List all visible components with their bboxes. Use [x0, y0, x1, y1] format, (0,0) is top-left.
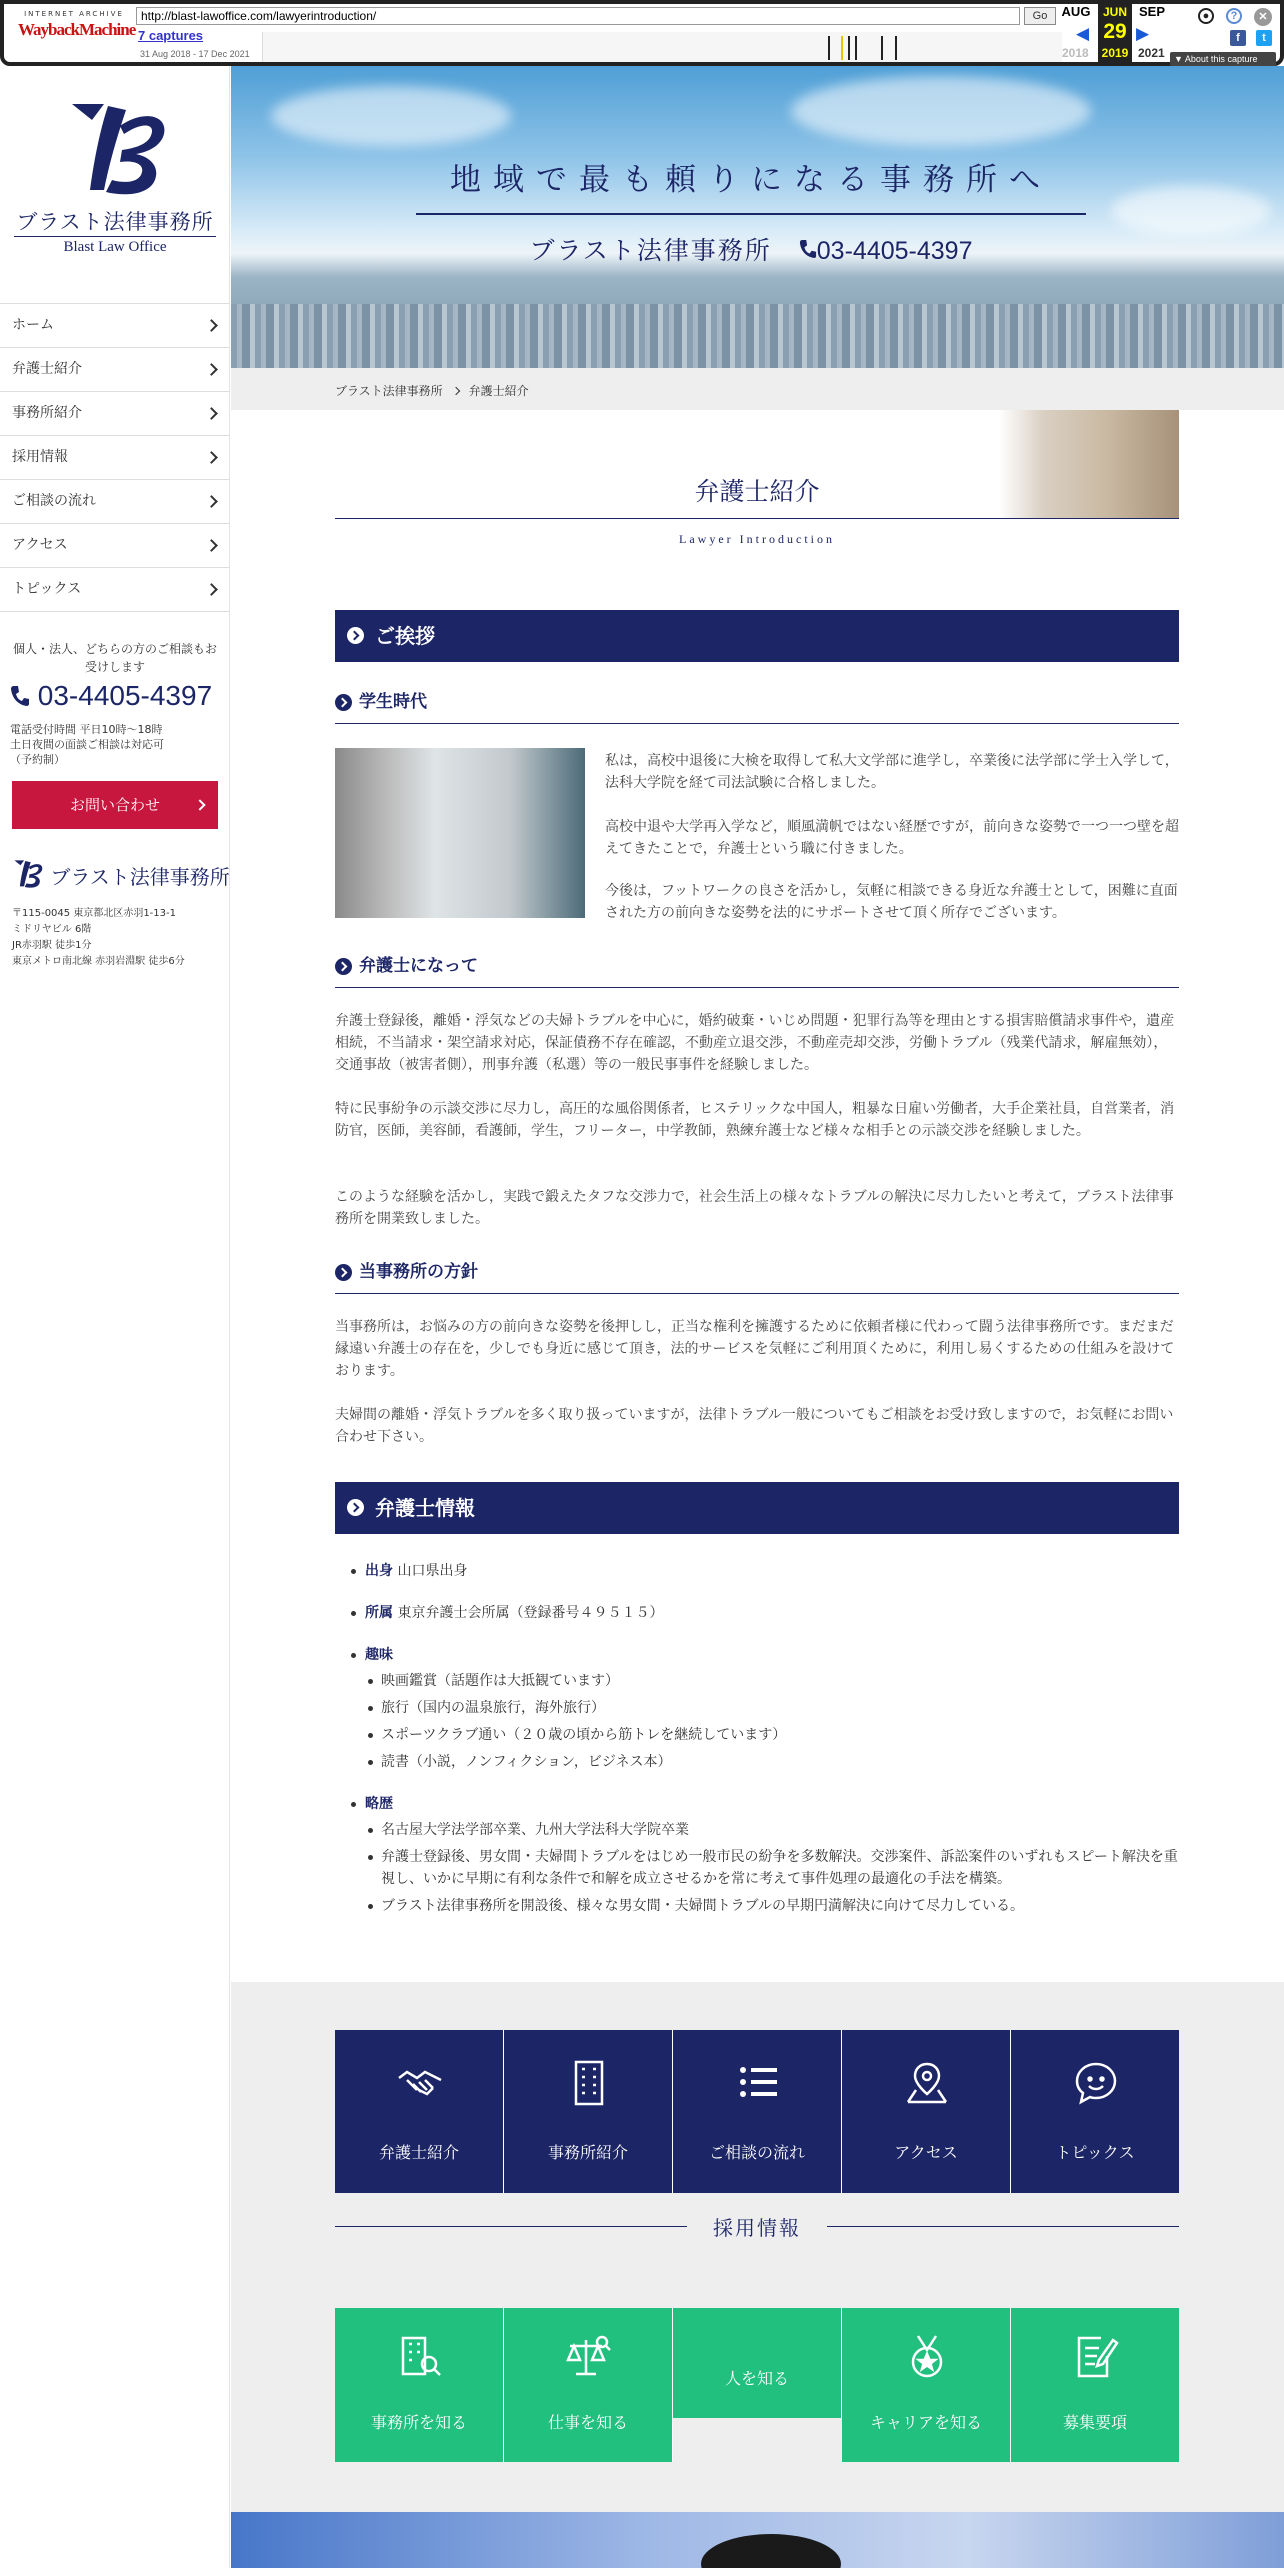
phone-icon	[799, 239, 817, 259]
footer-tile-topics[interactable]	[1011, 2030, 1179, 2193]
timeline-tick	[855, 36, 857, 60]
phone-hours-line: 電話受付時間 平日10時～18時	[10, 723, 163, 736]
breadcrumb	[335, 382, 529, 399]
sidebar-item-access[interactable]: アクセス	[0, 524, 230, 568]
sidebar-logo-small-text: ブラスト法律事務所	[50, 865, 230, 889]
document-edit-icon	[1073, 2334, 1119, 2380]
contact-button[interactable]: お問い合わせ	[12, 781, 218, 829]
wayback-toolbar	[0, 0, 1284, 66]
building-icon	[566, 2060, 612, 2106]
hobby-item: 映画鑑賞（話題作は大抵観ています）	[335, 1670, 1179, 1692]
consultation-note: 個人・法人、どちらの方のご相談もお受けします	[12, 642, 217, 674]
sidebar-item-recruit[interactable]: 採用情報	[0, 436, 230, 480]
hero-text-box	[381, 136, 1121, 276]
breadcrumb-bar	[231, 368, 1284, 410]
footer-photo-banner	[231, 2512, 1284, 2568]
info-heading-text: 弁護士情報	[375, 1496, 475, 1520]
blast-logo-icon[interactable]	[64, 100, 170, 198]
hobby-item: スポーツクラブ通い（２０歳の頃から筋トレを継続しています）	[335, 1724, 1179, 1746]
recruit-tile-people[interactable]	[673, 2308, 842, 2418]
logo-text-en: Blast Law Office	[63, 239, 167, 255]
wayback-cur-year: 2019	[1101, 46, 1129, 60]
page-title: 弁護士紹介	[694, 477, 820, 506]
help-icon[interactable]: ?	[1226, 8, 1242, 24]
info-hobby-label: 趣味	[365, 1647, 393, 1663]
lawyer-heading-text: 弁護士になって	[359, 956, 478, 976]
phone-icon	[10, 685, 30, 707]
hero-tagline: 地域で最も頼りになる事務所へ	[450, 162, 1052, 198]
recruit-title-text: 採用情報	[713, 2216, 801, 2240]
footer-tile-label: 弁護士紹介	[378, 2143, 459, 2162]
school-heading	[335, 690, 1179, 724]
hobby-item: 読書（小説，ノンフィクション，ビジネス本）	[335, 1751, 1179, 1773]
cloud-decoration	[1111, 186, 1271, 236]
timeline-tick	[848, 36, 850, 60]
footer-tile-flow[interactable]	[673, 2030, 842, 2193]
sidebar-item-home[interactable]: ホーム	[0, 304, 230, 348]
chevron-right-icon	[451, 387, 459, 395]
recruit-section-title	[335, 2212, 1179, 2242]
sidebar-phone[interactable]	[10, 680, 212, 712]
lawyer-info-list	[335, 1560, 1179, 1917]
footer-tile-label: アクセス	[894, 2143, 958, 2162]
recruit-tiles	[335, 2308, 1179, 2462]
chevron-circle-icon	[335, 958, 352, 975]
wayback-prev-year[interactable]: 2018	[1062, 46, 1089, 60]
info-bar-label: 所属	[365, 1605, 393, 1621]
info-bar-value: 東京弁護士会所属（登録番号４９５１５）	[397, 1605, 664, 1621]
wayback-logo-main: WaybackMachine	[18, 20, 136, 39]
wayback-logo[interactable]	[18, 10, 136, 48]
lawyer-paragraph-3: このような経験を活かし，実践で鍛えたタフな交渉力で，社会生活上の様々なトラブルの解決に尽力したいと考えて，ブラスト法律事務所を開業致しました。	[335, 1189, 1174, 1227]
policy-paragraph-2: 夫婦間の離婚・浮気トラブルを多く取り扱っていますが，法律トラブル一般についてもご相談をお受け致しますので，お気軽にお問い合わせ下さい。	[335, 1407, 1174, 1445]
wayback-logo-top: INTERNET ARCHIVE	[24, 10, 124, 18]
wayback-next-month[interactable]: SEP	[1138, 4, 1165, 19]
timeline-tick	[895, 36, 897, 60]
timeline-tick	[881, 36, 883, 60]
greeting-heading-text: ご挨拶	[375, 624, 435, 648]
medal-icon	[904, 2334, 950, 2380]
next-arrow-icon[interactable]: ▶	[1136, 24, 1150, 44]
info-career	[335, 1793, 1179, 1815]
recruit-tile-label: キャリアを知る	[869, 2413, 982, 2432]
footer-tile-label: 事務所紹介	[547, 2143, 628, 2162]
address-line: ミドリヤビル 6階	[12, 924, 92, 935]
footer-tile-office[interactable]	[504, 2030, 673, 2193]
hero-office-name: ブラスト法律事務所	[529, 236, 772, 265]
sidebar	[0, 66, 230, 2568]
wayback-day: 29	[1103, 20, 1127, 43]
info-career-label: 略歴	[365, 1796, 393, 1812]
wayback-next-year[interactable]: 2021	[1138, 46, 1165, 60]
greeting-heading	[335, 610, 1179, 662]
map-pin-icon	[904, 2060, 950, 2106]
sidebar-phone-number: 03-4405-4397	[37, 680, 213, 711]
hero-banner	[231, 66, 1284, 368]
policy-paragraph-1: 当事務所は，お悩みの方の前向きな姿勢を後押しし，正当な権利を擁護するために依頼者様に代わって闘う法律事務所です。まだまだ縁遠い弁護士の存在を，少しでも身近に感じて頂き，法的サービスを気軽にご利用頂くために，利用し易くするための仕組みを設けております。	[335, 1319, 1175, 1379]
building-search-icon	[397, 2334, 443, 2380]
handshake-icon	[397, 2060, 443, 2106]
footer-tile-label: トピックス	[1055, 2143, 1135, 2162]
twitter-icon[interactable]: t	[1256, 30, 1272, 46]
info-origin	[335, 1560, 1179, 1582]
sidebar-item-topics[interactable]: トピックス	[0, 568, 230, 612]
career-item: 弁護士登録後、男女間・夫婦間トラブルをはじめ一般市民の紛争を多数解決。交渉案件、訴訟案件のいずれもスピート解決を重視し、いかに早期に有利な条件で和解を成立させるかを常に考えて事件処理の最適化の手法を構築。	[335, 1846, 1179, 1890]
wayback-timeline[interactable]	[262, 32, 1062, 62]
logo-divider	[14, 236, 216, 237]
recruit-tile-career[interactable]	[842, 2308, 1011, 2462]
wayback-url-input[interactable]: http://blast-lawoffice.com/lawyerintroduction/	[136, 7, 1020, 25]
close-icon[interactable]: ✕	[1254, 8, 1272, 26]
footer-tile-access[interactable]	[842, 2030, 1011, 2193]
facebook-icon[interactable]: f	[1230, 30, 1246, 46]
info-origin-label: 出身	[365, 1563, 393, 1579]
sidebar-item-office[interactable]: 事務所紹介	[0, 392, 230, 436]
hero-office-line	[381, 231, 1121, 267]
info-heading	[335, 1482, 1179, 1534]
sidebar-logo-small[interactable]	[12, 858, 230, 890]
lawyer-paragraph-2: 特に民事紛争の示談交渉に尽力し，高圧的な風俗関係者，ヒステリックな中国人，粗暴な日雇い労働者，大手企業社員，自営業者，消防官，医師，美容師，看護師，学生，フリーター，中学教師，熟練弁護士など様々な相手との示談交渉を経験しました。	[335, 1101, 1175, 1139]
recruit-tile-office[interactable]	[335, 2308, 504, 2462]
footer-tile-label: ご相談の流れ	[708, 2143, 805, 2162]
timeline-tick	[841, 36, 843, 60]
lawyer-meeting-photo	[335, 748, 585, 918]
wayback-go-button[interactable]: Go	[1024, 7, 1056, 25]
wayback-captures-link[interactable]: 7 captures	[138, 28, 204, 43]
list-icon	[735, 2060, 781, 2106]
lawyer-paragraph-1: 弁護士登録後，離婚・浮気などの夫婦トラブルを中心に，婚約破棄・いじめ問題・犯罪行為等を理由とする損害賠償請求事件や，遺産相続，不当請求・架空請求対応，保証債務不存在確認，不動産立退交渉，不動産売却交渉，労働トラブル（残業代請求，解雇無効），交通事故（被害者側），刑事弁護（私選）等の一般民事事件を経験しました。	[335, 1013, 1175, 1073]
logo-text-jp: ブラスト法律事務所	[16, 210, 214, 234]
sidebar-item-flow[interactable]: ご相談の流れ	[0, 480, 230, 524]
user-icon[interactable]: ●	[1198, 8, 1214, 24]
wayback-capture-range: 31 Aug 2018 - 17 Dec 2021	[140, 49, 250, 59]
policy-heading	[335, 1260, 1179, 1294]
chat-smile-icon	[1073, 2060, 1119, 2106]
city-skyline-image	[231, 304, 1284, 368]
recruit-tile-label: 仕事を知る	[547, 2413, 628, 2432]
breadcrumb-home[interactable]: ブラスト法律事務所	[335, 384, 443, 398]
recruit-title-rule	[827, 2226, 1179, 2227]
office-address	[12, 906, 185, 970]
footer-tile-lawyer[interactable]	[335, 2030, 504, 2193]
school-paragraph-2: 高校中退や大学再入学など，順風満帆ではない経歴ですが，前向きな姿勢で一つ一つ壁を超えてきたことで，弁護士という職に付きました。	[605, 819, 1179, 857]
footer-nav-section	[231, 1982, 1284, 2512]
recruit-tile-label: 人を知る	[724, 2369, 789, 2388]
phone-hours	[10, 722, 164, 767]
school-paragraph-1: 私は，高校中退後に大検を取得して私大文学部に進学し，卒業後に法学部に学士入学して，法科大学院を経て司法試験に合格しました。	[605, 753, 1179, 791]
lawyer-heading	[335, 954, 1179, 988]
chevron-circle-icon	[347, 1499, 364, 1516]
page-subtitle: Lawyer Introduction	[679, 532, 835, 546]
hero-divider	[416, 213, 1086, 215]
address-line: 東京メトロ南北線 赤羽岩淵駅 徒歩6分	[12, 956, 185, 967]
title-divider	[335, 518, 1179, 519]
person-photo	[701, 2534, 841, 2568]
info-bar	[335, 1602, 1179, 1624]
career-item: 名古屋大学法学部卒業、九州大学法科大学院卒業	[335, 1819, 1179, 1841]
sidebar-item-lawyer[interactable]: 弁護士紹介	[0, 348, 230, 392]
address-line: JR赤羽駅 徒歩1分	[12, 940, 92, 951]
breadcrumb-current: 弁護士紹介	[468, 384, 529, 398]
school-heading-text: 学生時代	[359, 692, 427, 712]
scales-search-icon	[566, 2334, 612, 2380]
chevron-circle-icon	[347, 627, 364, 644]
recruit-tile-label: 募集要項	[1062, 2413, 1127, 2432]
prev-arrow-icon[interactable]: ◀	[1076, 24, 1090, 44]
hobby-item: 旅行（国内の温泉旅行，海外旅行）	[335, 1697, 1179, 1719]
recruit-tile-work[interactable]	[504, 2308, 673, 2462]
wayback-about-capture[interactable]: ▼ About this capture	[1170, 52, 1276, 66]
address-line: 〒115-0045 東京都北区赤羽1-13-1	[12, 908, 176, 919]
timeline-tick	[828, 36, 830, 60]
recruit-tile-requirements[interactable]	[1011, 2308, 1179, 2462]
recruit-tile-label: 事務所を知る	[370, 2413, 467, 2432]
wayback-prev-month[interactable]: AUG	[1061, 4, 1091, 19]
footer-nav-tiles	[335, 2030, 1179, 2193]
hero-phone-number: 03-4405-4397	[816, 237, 973, 265]
policy-heading-text: 当事務所の方針	[359, 1262, 478, 1282]
info-hobby	[335, 1644, 1179, 1666]
wayback-cur-month: JUN	[1102, 5, 1127, 19]
school-paragraph-3: 今後は，フットワークの良さを活かし，気軽に相談できる身近な弁護士として，困難に直面された方の前向きな姿勢を法的にサポートさせて頂く所存でございます。	[605, 883, 1178, 921]
blast-logo-small-icon	[12, 858, 44, 890]
chevron-circle-icon	[335, 694, 352, 711]
phone-hours-line: （予約制）	[10, 753, 65, 766]
wayback-current-capture	[1098, 4, 1132, 64]
career-item: ブラスト法律事務所を開設後、様々な男女間・夫婦間トラブルの早期円満解決に向けて尽力している。	[335, 1895, 1179, 1917]
sidebar-nav	[0, 303, 230, 612]
info-origin-value: 山口県出身	[397, 1563, 468, 1579]
chevron-circle-icon	[335, 1264, 352, 1281]
phone-hours-line: 土日夜間の面談ご相談は対応可	[10, 738, 164, 751]
